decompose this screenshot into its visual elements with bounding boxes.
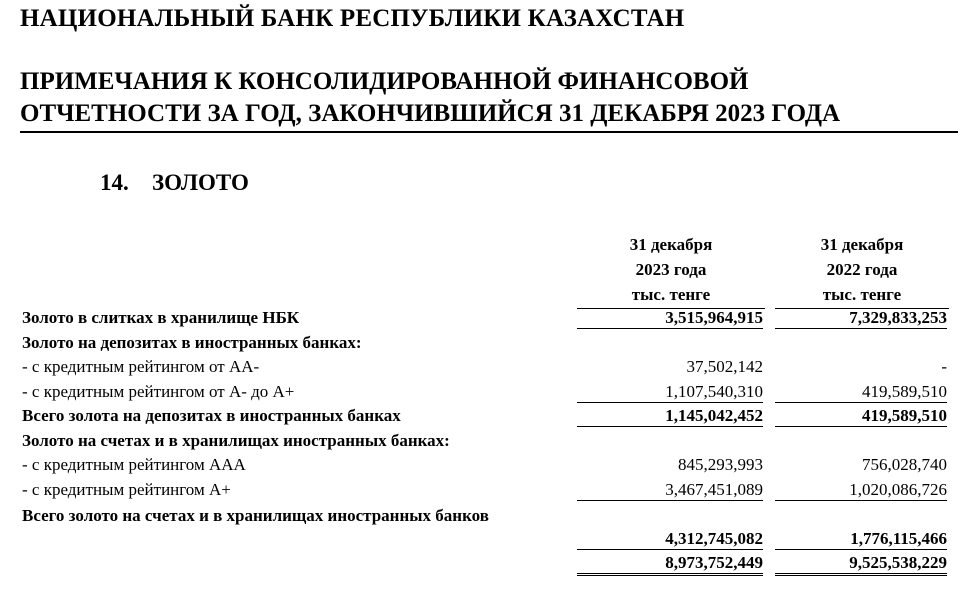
value-2023: 8,973,752,449	[577, 553, 763, 576]
value-2023: 4,312,745,082	[577, 529, 763, 550]
table-row	[20, 355, 949, 380]
table-row-accounts-total	[20, 502, 949, 551]
table-row-nbk-vault	[20, 306, 949, 331]
row-label: - с кредитным рейтингом ААА	[22, 455, 246, 474]
table-row	[20, 380, 949, 405]
column-header-unit: тыс. тенге	[822, 285, 902, 304]
value-2023: 845,293,993	[678, 455, 763, 474]
notes-title-line2: ОТЧЕТНОСТИ ЗА ГОД, ЗАКОНЧИВШИЙСЯ 31 ДЕКАБРЯ 2023 ГОДА	[20, 100, 841, 127]
section-title: ЗОЛОТО	[152, 170, 249, 195]
row-label: Всего золота на депозитах в иностранных банках	[22, 406, 401, 425]
section-number: 14.	[100, 170, 129, 195]
column-header-2022	[775, 232, 949, 309]
value-2022: -	[941, 357, 947, 376]
value-2022: 756,028,740	[862, 455, 947, 474]
table-row-accounts-heading	[20, 429, 949, 454]
column-header-unit: тыс. тенге	[631, 285, 711, 304]
value-2022: 9,525,538,229	[775, 553, 947, 576]
row-label: - с кредитным рейтингом от А- до А+	[22, 381, 295, 401]
value-2023: 1,145,042,452	[577, 406, 763, 427]
table-row-grand-total	[20, 551, 949, 576]
table-row	[20, 453, 949, 478]
section-heading	[100, 170, 249, 196]
column-header-date: 31 декабря	[629, 235, 713, 254]
column-header-date: 31 декабря	[820, 235, 904, 254]
value-2022: 7,329,833,253	[775, 308, 947, 329]
value-2022: 1,776,115,466	[775, 529, 947, 550]
value-2023: 37,502,142	[686, 357, 763, 376]
organization-title: НАЦИОНАЛЬНЫЙ БАНК РЕСПУБЛИКИ КАЗАХСТАН	[20, 5, 685, 32]
gold-table	[20, 306, 949, 576]
row-label: - с кредитным рейтингом от АА-	[22, 357, 260, 376]
column-header-2023	[577, 232, 765, 309]
value-2022: 419,589,510	[775, 406, 947, 427]
column-header-year: 2022 года	[826, 260, 898, 279]
row-label: Золото в слитках в хранилище НБК	[22, 308, 300, 327]
row-label: - с кредитным рейтингом А+	[22, 479, 231, 499]
notes-title	[20, 66, 958, 133]
table-row-deposits-total	[20, 404, 949, 429]
row-label: Всего золото на счетах и в хранилищах иностранных банков	[22, 506, 489, 525]
value-2022: 1,020,086,726	[775, 480, 947, 501]
value-2023: 3,515,964,915	[577, 308, 763, 329]
notes-title-line1: ПРИМЕЧАНИЯ К КОНСОЛИДИРОВАННОЙ ФИНАНСОВОЙ	[20, 68, 749, 95]
value-2023: 3,467,451,089	[577, 480, 763, 501]
table-row-deposits-heading	[20, 331, 949, 356]
column-header-year: 2023 года	[635, 260, 707, 279]
value-2022: 419,589,510	[775, 382, 947, 403]
row-label: Золото на счетах и в хранилищах иностранных банках:	[22, 430, 450, 450]
value-2023: 1,107,540,310	[577, 382, 763, 403]
table-row	[20, 478, 949, 503]
row-label: Золото на депозитах в иностранных банках:	[22, 332, 362, 352]
